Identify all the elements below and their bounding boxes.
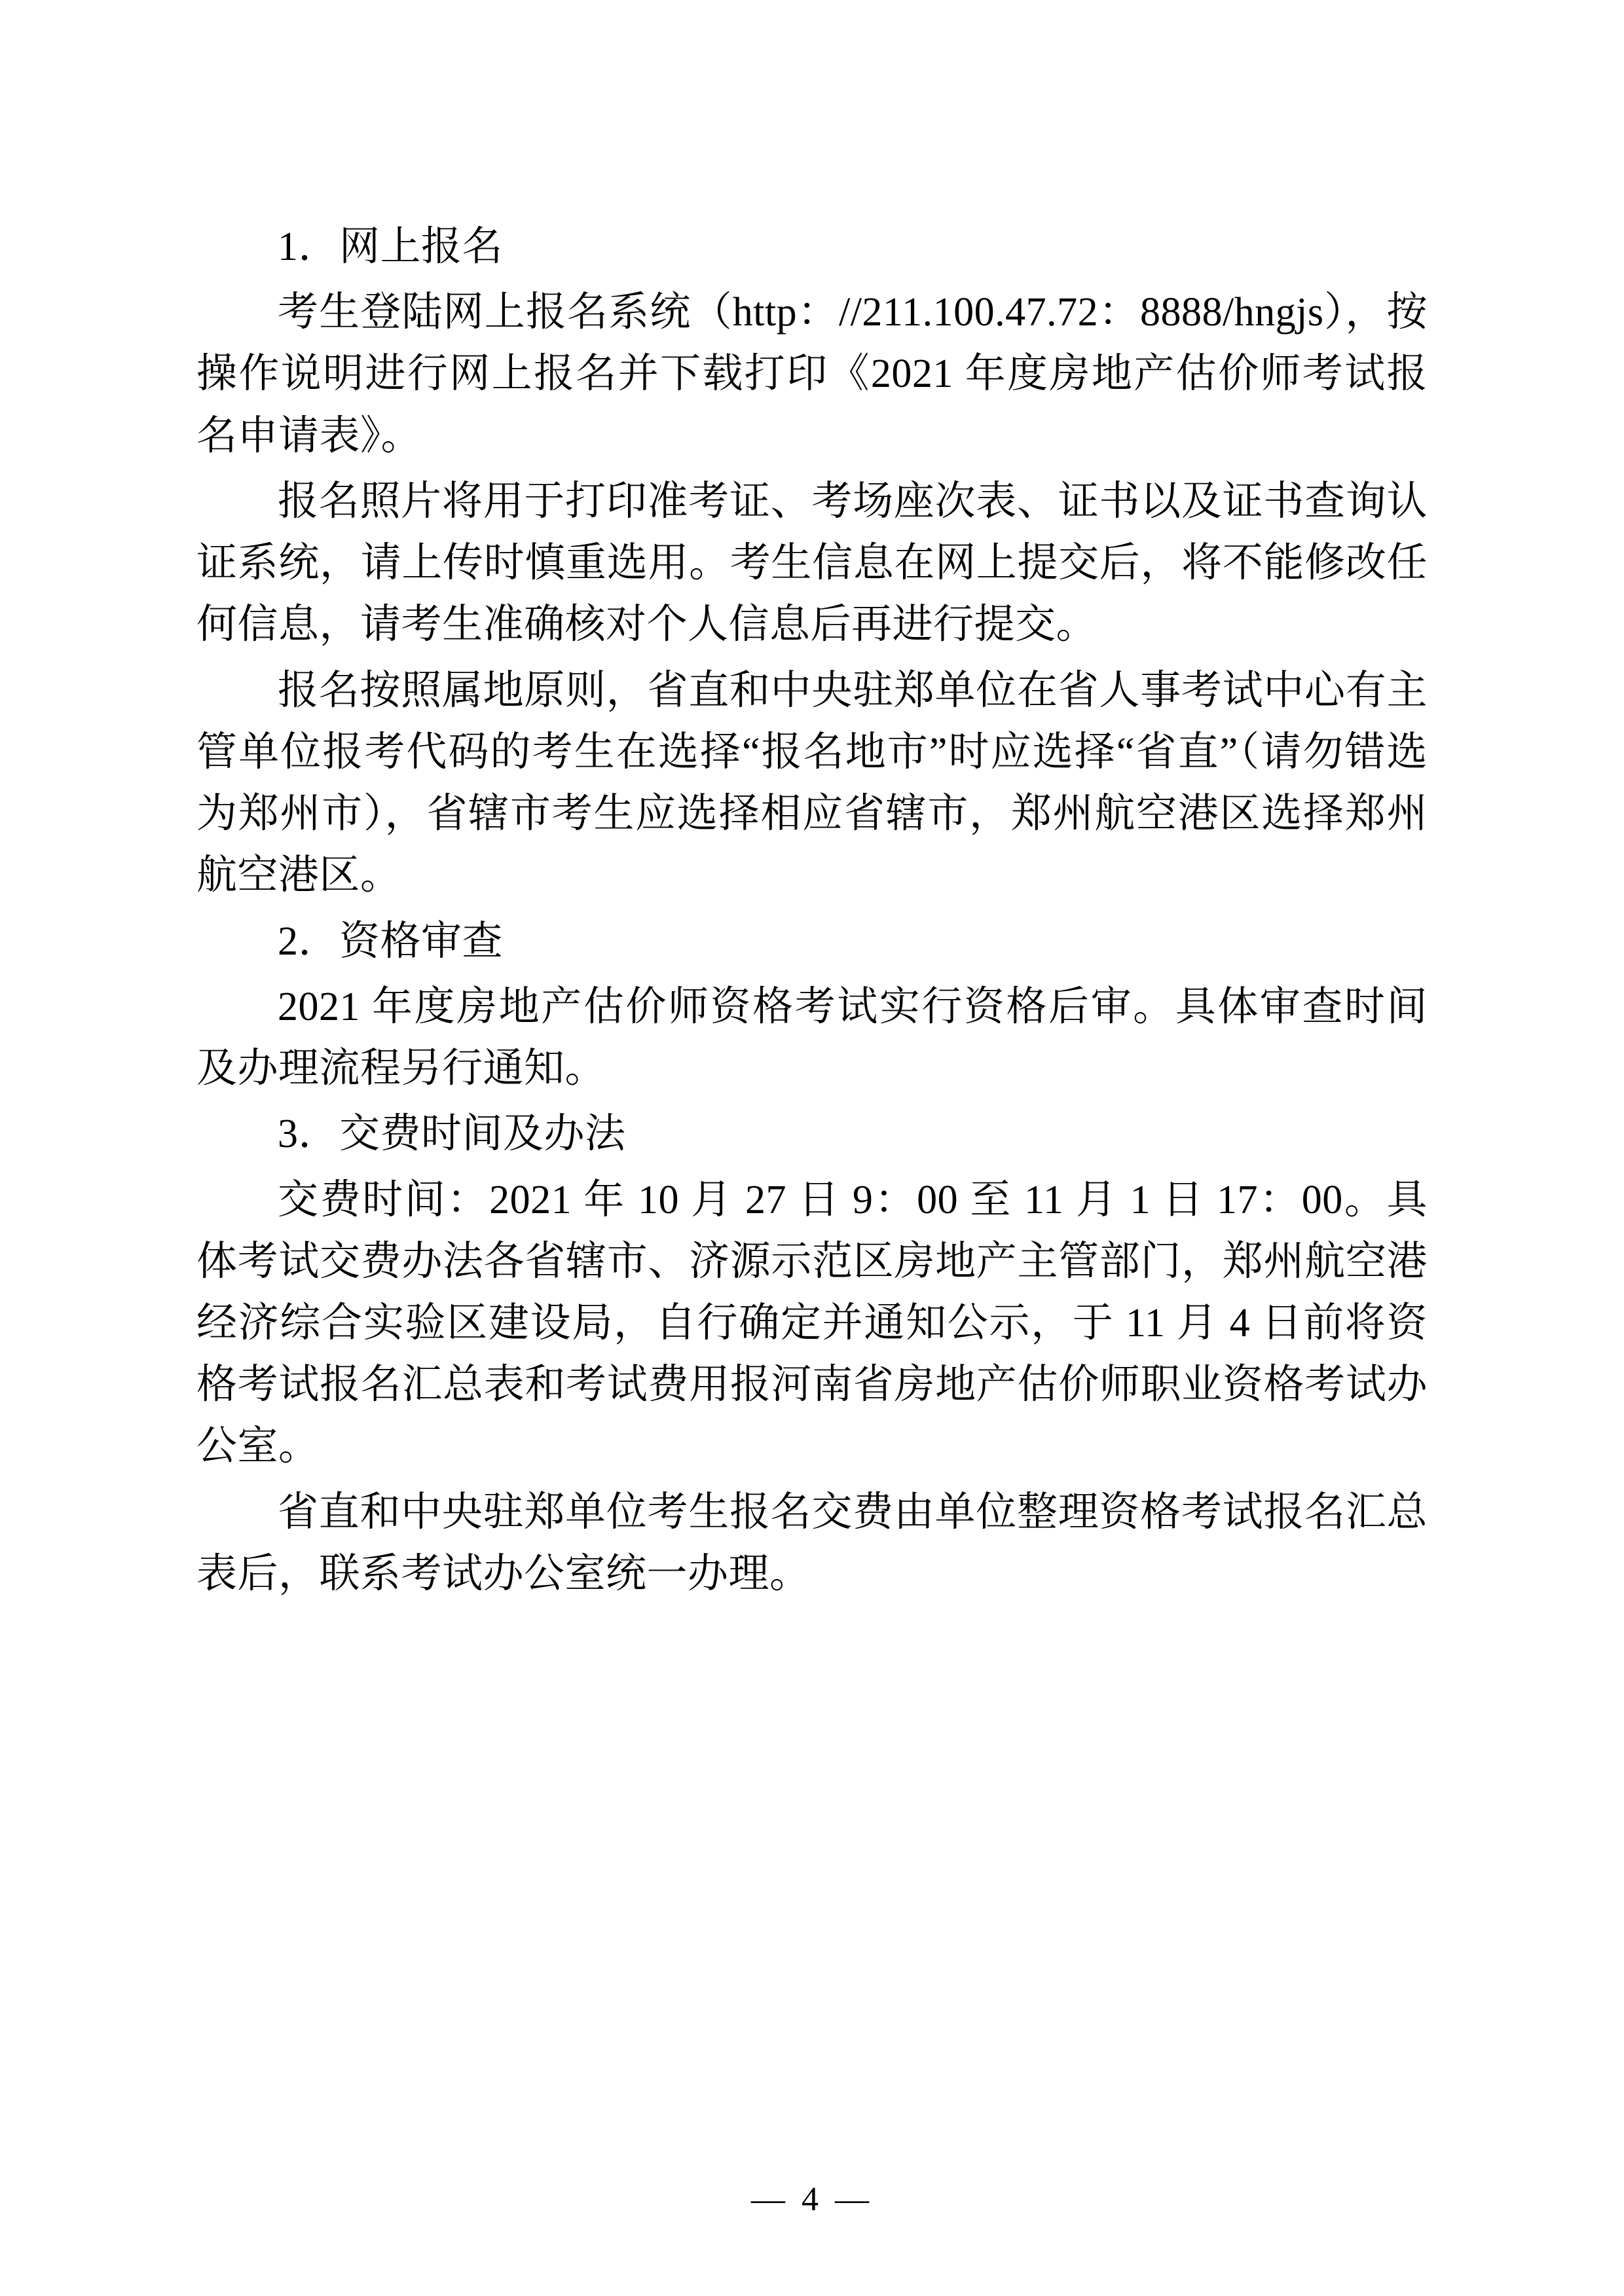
paragraph-territorial-principle: 报名按照属地原则，省直和中央驻郑单位在省人事考试中心有主管单位报考代码的考生在选择“报名地市”时应选择“省直”（请勿错选为郑州市），省辖市考生应选择相应省辖市，郑州航空港区选择郑州航空港区。 (196, 668, 1428, 898)
page-number: — 4 — (751, 2181, 873, 2218)
document-body (196, 216, 1428, 1605)
section-heading-1: 1．网上报名 (278, 225, 504, 269)
paragraph-provincial-units-payment: 省直和中央驻郑单位考生报名交费由单位整理资格考试报名汇总表后，联系考试办公室统一办理。 (196, 1489, 1428, 1596)
paragraph-online-registration: 考生登陆网上报名系统（http：//211.100.47.72：8888/hngjs），按操作说明进行网上报名并下载打印《2021 年度房地产估价师考试报名申请表》。 (196, 290, 1428, 458)
section-heading-3: 3．交费时间及办法 (278, 1112, 626, 1157)
paragraph-photo-requirements: 报名照片将用于打印准考证、考场座次表、证书以及证书查询认证系统，请上传时慎重选用。考生信息在网上提交后，将不能修改任何信息，请考生准确核对个人信息后再进行提交。 (196, 479, 1428, 647)
paragraph-payment-time-method: 交费时间：2021 年 10 月 27 日 9：00 至 11 月 1 日 17：00。具体考试交费办法各省辖市、济源示范区房地产主管部门，郑州航空港经济综合实验区建设局，自行确定并通知公示，于 11 月 4 日前将资格考试报名汇总表和考试费用报河南省房地产估价师职业资格考试办公室。 (196, 1177, 1428, 1469)
section-heading-2: 2．资格审查 (278, 919, 504, 964)
paragraph-qualification-review: 2021 年度房地产估价师资格考试实行资格后审。具体审查时间及办理流程另行通知。 (196, 984, 1428, 1091)
